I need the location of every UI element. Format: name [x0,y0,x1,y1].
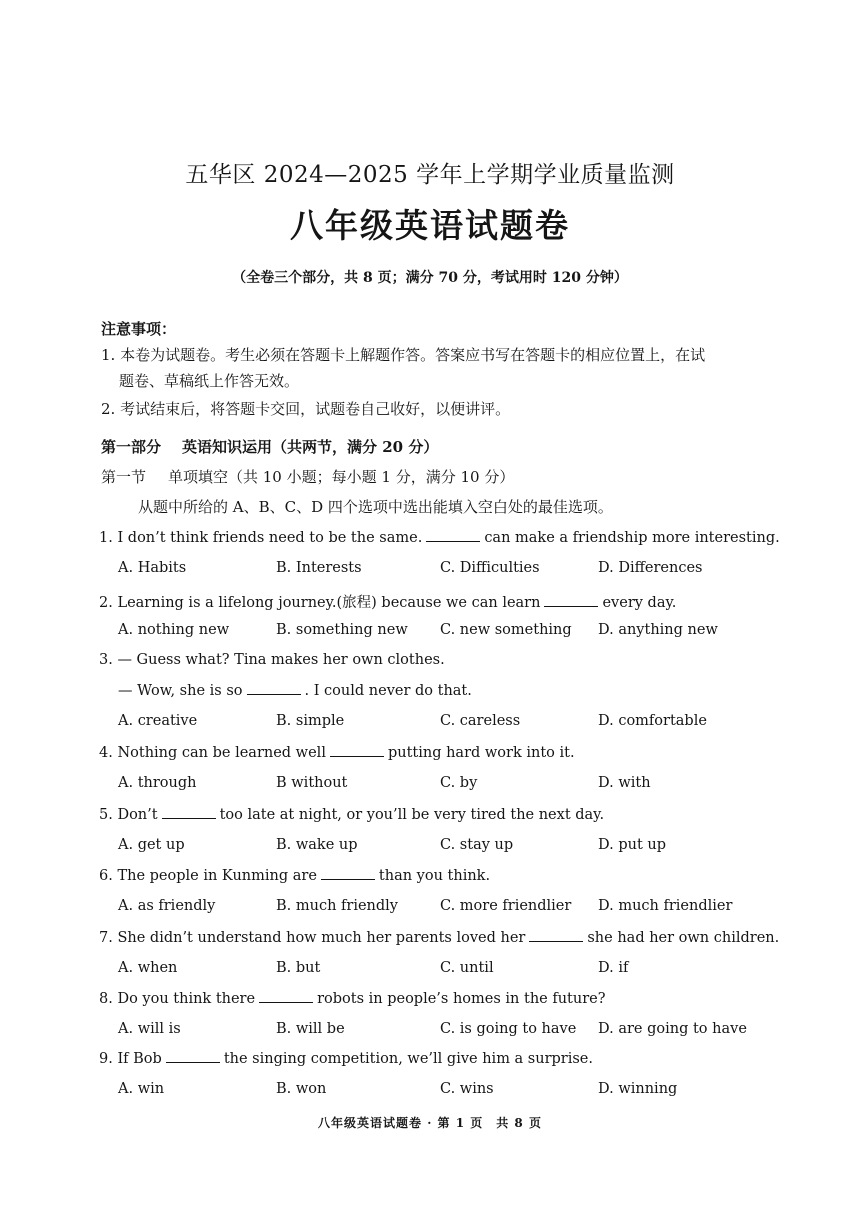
answer-blank [321,867,375,880]
option-a: A. creative [118,713,198,729]
option-b: B. Interests [276,560,362,576]
option-a: A. win [118,1081,165,1097]
answer-blank [162,806,216,819]
option-b: B. something new [276,622,408,638]
question-text: putting hard work into it. [387,745,575,761]
question-text: 7. She didn’t understand how much her parents loved her [99,930,526,946]
option-d: D. much friendlier [598,898,733,914]
question-5 [99,806,604,823]
question-6 [99,867,490,884]
question-text: 2. Learning is a lifelong journey.(旅程) because we can learn [99,595,541,611]
page-footer: 八年级英语试题卷 · 第 1 页 共 8 页 [318,1116,542,1130]
question-text: the singing competition, we’ll give him a surprise. [223,1051,593,1067]
option-c: C. until [440,960,494,976]
question-text: every day. [602,595,677,611]
question-text: — Wow, she is so [118,683,243,699]
answer-blank [166,1050,220,1063]
notice-heading: 注意事项： [101,320,177,338]
option-c: C. Difficulties [440,560,540,576]
option-b: B without [276,775,348,791]
question-text: robots in people’s homes in the future? [317,991,606,1007]
option-b: B. but [276,960,321,976]
option-b: B. will be [276,1021,345,1037]
notice-item-2: 2. 考试结束后，将答题卡交回，试题卷自己收好，以便讲评。 [101,400,511,418]
section1-title: 单项填空（共 10 小题；每小题 1 分，满分 10 分） [168,468,515,486]
question-2 [99,591,676,612]
answer-blank [247,682,301,695]
option-a: A. as friendly [118,898,216,914]
notice-item-1-cont: 题卷、草稿纸上作答无效。 [119,372,300,390]
option-c: C. careless [440,713,521,729]
answer-blank [330,744,384,757]
option-c: C. new something [440,622,572,638]
notice-item-1: 1. 本卷为试题卷。考生必须在答题卡上解题作答。答案应书写在答题卡的相应位置上，在试 [101,346,706,364]
part1-title: 英语知识运用（共两节，满分 20 分） [182,438,439,456]
exam-title-line1: 五华区 2024—2025 学年上学期学业质量监测 [185,162,675,188]
question-text: 6. The people in Kunming are [99,868,317,884]
option-a: A. Habits [118,560,187,576]
answer-blank [529,929,583,942]
section1-instruction: 从题中所给的 A、B、C、D 四个选项中选出能填入空白处的最佳选项。 [138,498,613,516]
option-d: D. if [598,960,629,976]
option-b: B. wake up [276,837,358,853]
question-text: than you think. [378,868,491,884]
option-d: D. Differences [598,560,703,576]
section1-label: 第一节 [101,468,147,486]
option-a: A. through [118,775,197,791]
option-b: B. much friendly [276,898,398,914]
question-3-reply [118,682,472,699]
option-c: C. is going to have [440,1021,577,1037]
option-d: D. comfortable [598,713,707,729]
question-8 [99,990,606,1007]
option-c: C. wins [440,1081,494,1097]
question-text: too late at night, or you’ll be very tired the next day. [219,807,605,823]
question-text: can make a friendship more interesting. [484,530,780,546]
option-d: D. are going to have [598,1021,747,1037]
question-7 [99,929,779,946]
part1-label: 第一部分 [101,438,162,456]
question-text: 8. Do you think there [99,991,256,1007]
answer-blank [544,594,598,607]
question-text: 4. Nothing can be learned well [99,745,326,761]
option-d: D. with [598,775,651,791]
option-d: D. winning [598,1081,678,1097]
question-text: 9. If Bob [99,1051,162,1067]
question-9 [99,1050,593,1067]
option-c: C. stay up [440,837,514,853]
question-text: she had her own children. [587,930,780,946]
answer-blank [426,529,480,542]
option-c: C. more friendlier [440,898,572,914]
question-text: 5. Don’t [99,807,158,823]
option-b: B. simple [276,713,345,729]
answer-blank [259,990,313,1003]
exam-subtitle: （全卷三个部分，共 8 页；满分 70 分，考试用时 120 分钟） [232,270,628,286]
question-4 [99,744,575,761]
question-text: . I could never do that. [304,683,472,699]
option-a: A. when [118,960,178,976]
option-d: D. anything new [598,622,718,638]
question-1 [99,529,780,546]
option-c: C. by [440,775,478,791]
option-d: D. put up [598,837,667,853]
option-a: A. will is [118,1021,181,1037]
option-a: A. get up [118,837,185,853]
question-text: 1. I don’t think friends need to be the same. [99,530,423,546]
option-b: B. won [276,1081,327,1097]
option-a: A. nothing new [118,622,230,638]
exam-title-main: 八年级英语试题卷 [290,206,570,245]
question-3: 3. — Guess what? Tina makes her own clothes. [99,652,445,668]
